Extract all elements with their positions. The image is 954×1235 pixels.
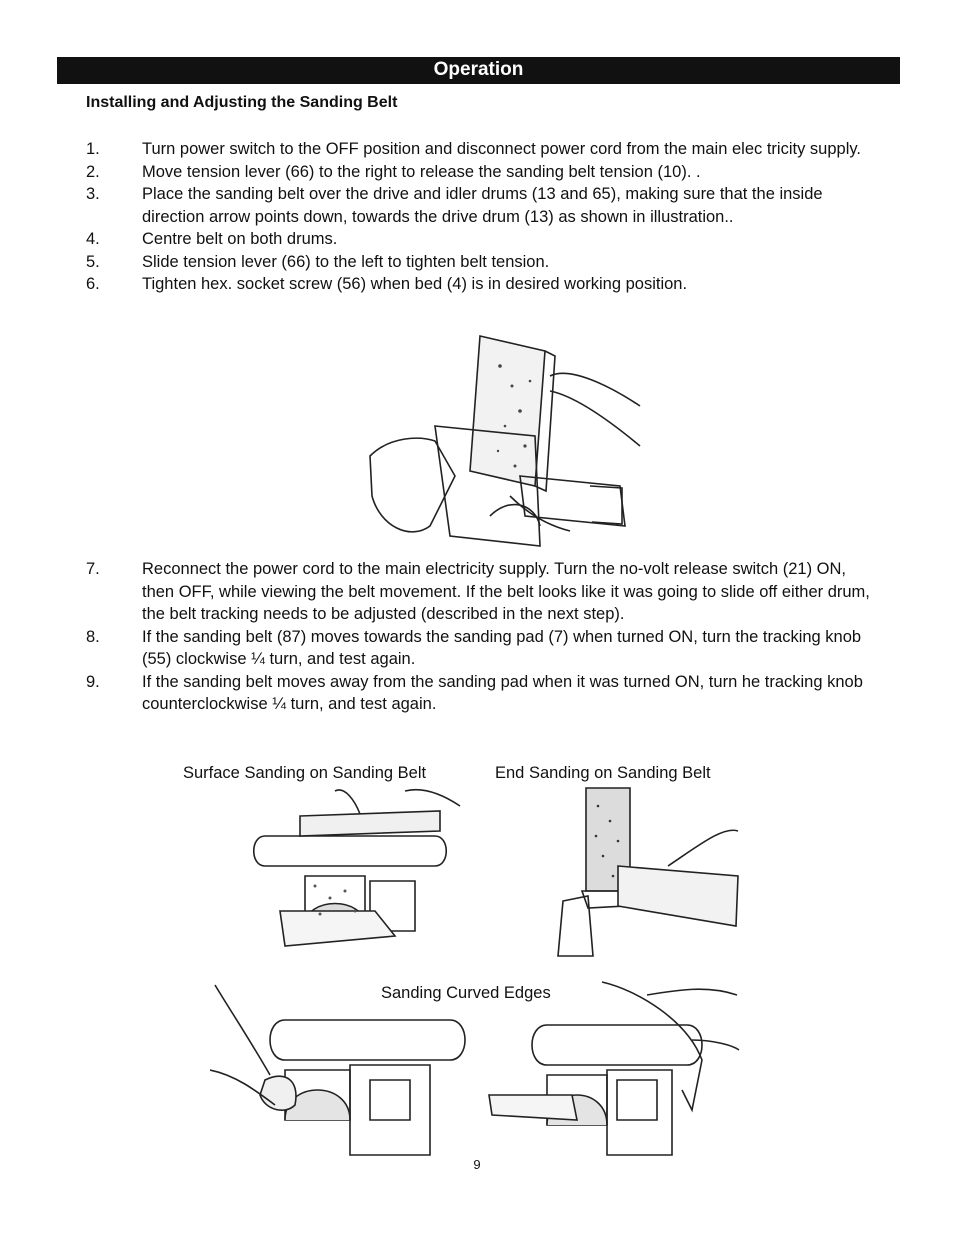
step-item: 6. Tighten hex. socket screw (56) when bed (4) is in desired working position. <box>86 275 688 293</box>
step-item: 8. If the sanding belt (87) moves towards the sanding pad (7) when turned ON, turn the tracking knob (55) clockwise ¼ turn, and test again. <box>86 627 862 668</box>
curved-edges-illustration-left <box>210 980 475 1162</box>
step-item: 7. Reconnect the power cord to the main electricity supply. Turn the no-volt release switch (21) ON, then OFF, while viewing the belt movement. If the belt looks like it was going to slide off either drum, the belt tracking needs to be adjusted (described in the next step). <box>86 560 870 623</box>
end-sanding-illustration <box>548 786 743 961</box>
steps-list-b <box>86 558 876 716</box>
section-title: Operation <box>433 59 524 80</box>
end-sanding-caption: End Sanding on Sanding Belt <box>495 764 711 782</box>
surface-sanding-caption: Surface Sanding on Sanding Belt <box>183 764 427 782</box>
step-item: 4. Centre belt on both drums. <box>86 230 338 248</box>
curved-edges-caption: Sanding Curved Edges <box>381 984 551 1002</box>
step-item: 1. Turn power switch to the OFF position and disconnect power cord from the main elec tricity supply. <box>86 140 861 158</box>
subheading: Installing and Adjusting the Sanding Belt <box>86 94 398 111</box>
section-title-bar <box>57 57 900 84</box>
surface-sanding-illustration <box>245 786 470 961</box>
step-item: 2. Move tension lever (66) to the right to release the sanding belt tension (10). . <box>86 162 701 181</box>
steps-list-a <box>86 138 876 296</box>
step-item: 5. Slide tension lever (66) to the left to tighten belt tension. <box>86 252 550 271</box>
step-item: 3. Place the sanding belt over the drive and idler drums (13 and 65), making sure that the inside direction arrow points down, towards the drive drum (13) as shown in illustration.. <box>86 185 823 226</box>
belt-installation-illustration <box>360 326 645 558</box>
page-number: 9 <box>473 1157 481 1172</box>
curved-edges-illustration-right <box>487 980 742 1162</box>
step-item: 9. If the sanding belt moves away from the sanding pad when it was turned ON, turn he tracking knob counterclockwise ¼ turn, and test again. <box>86 672 863 713</box>
